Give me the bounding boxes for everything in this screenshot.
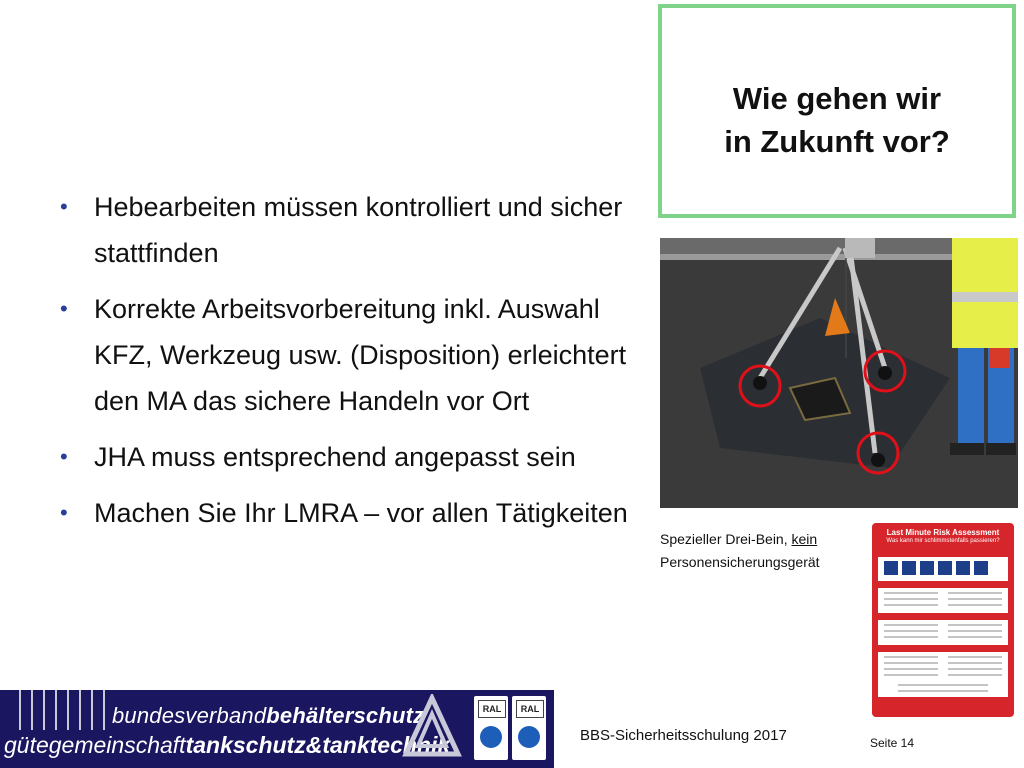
lmra-content-graphic: [878, 557, 1008, 707]
tripod-photo-illustration: [660, 238, 1018, 508]
footer-event-title: BBS-Sicherheitsschulung 2017: [580, 727, 787, 744]
bullet-dot-icon: •: [60, 444, 68, 469]
bullet-item: • Machen Sie Ihr LMRA – vor allen Tätigkeiten: [58, 490, 628, 536]
photo-caption: Spezieller Drei-Bein, kein Personensicherungsgerät: [660, 531, 820, 570]
ral-logo-tanktechnik-icon: RAL: [512, 696, 546, 760]
lmra-body: [878, 557, 1008, 707]
tripod-photo: [660, 238, 1018, 508]
bullet-dot-icon: •: [60, 500, 68, 525]
footer-logo-bar: [0, 690, 554, 768]
page-number: Seite 14: [870, 736, 915, 750]
lmra-card: [872, 523, 1014, 717]
footer-quality-association-name: gütegemeinschafttankschutz&tanktechnik: [4, 732, 451, 758]
bullet-list: [58, 184, 628, 546]
title-line-2: in Zukunft vor?: [724, 124, 950, 159]
title-line-1: Wie gehen wir: [732, 81, 942, 116]
bullet-item: • JHA muss entsprechend angepasst sein: [58, 434, 628, 480]
triangle-logo-icon: [402, 694, 462, 764]
title-box: [658, 4, 1016, 218]
ral-logo-tankschutz-icon: RAL: [474, 696, 508, 760]
footer-association-name: bundesverbandbehälterschutz: [112, 703, 425, 728]
lmra-heading: Last Minute Risk Assessment: [886, 528, 1000, 537]
caption-underlined-word: kein: [791, 531, 818, 547]
bullet-dot-icon: •: [60, 194, 68, 219]
bullet-item: • Korrekte Arbeitsvorbereitung inkl. Auswahl KFZ, Werkzeug usw. (Disposition) erleichtert den MA das sichere Handeln vor Ort: [58, 286, 628, 424]
bullet-dot-icon: •: [60, 296, 68, 321]
bullet-item: • Hebearbeiten müssen kontrolliert und sicher stattfinden: [58, 184, 628, 276]
lmra-subheading: Was kann mir schlimmstenfalls passieren?: [886, 538, 1000, 544]
